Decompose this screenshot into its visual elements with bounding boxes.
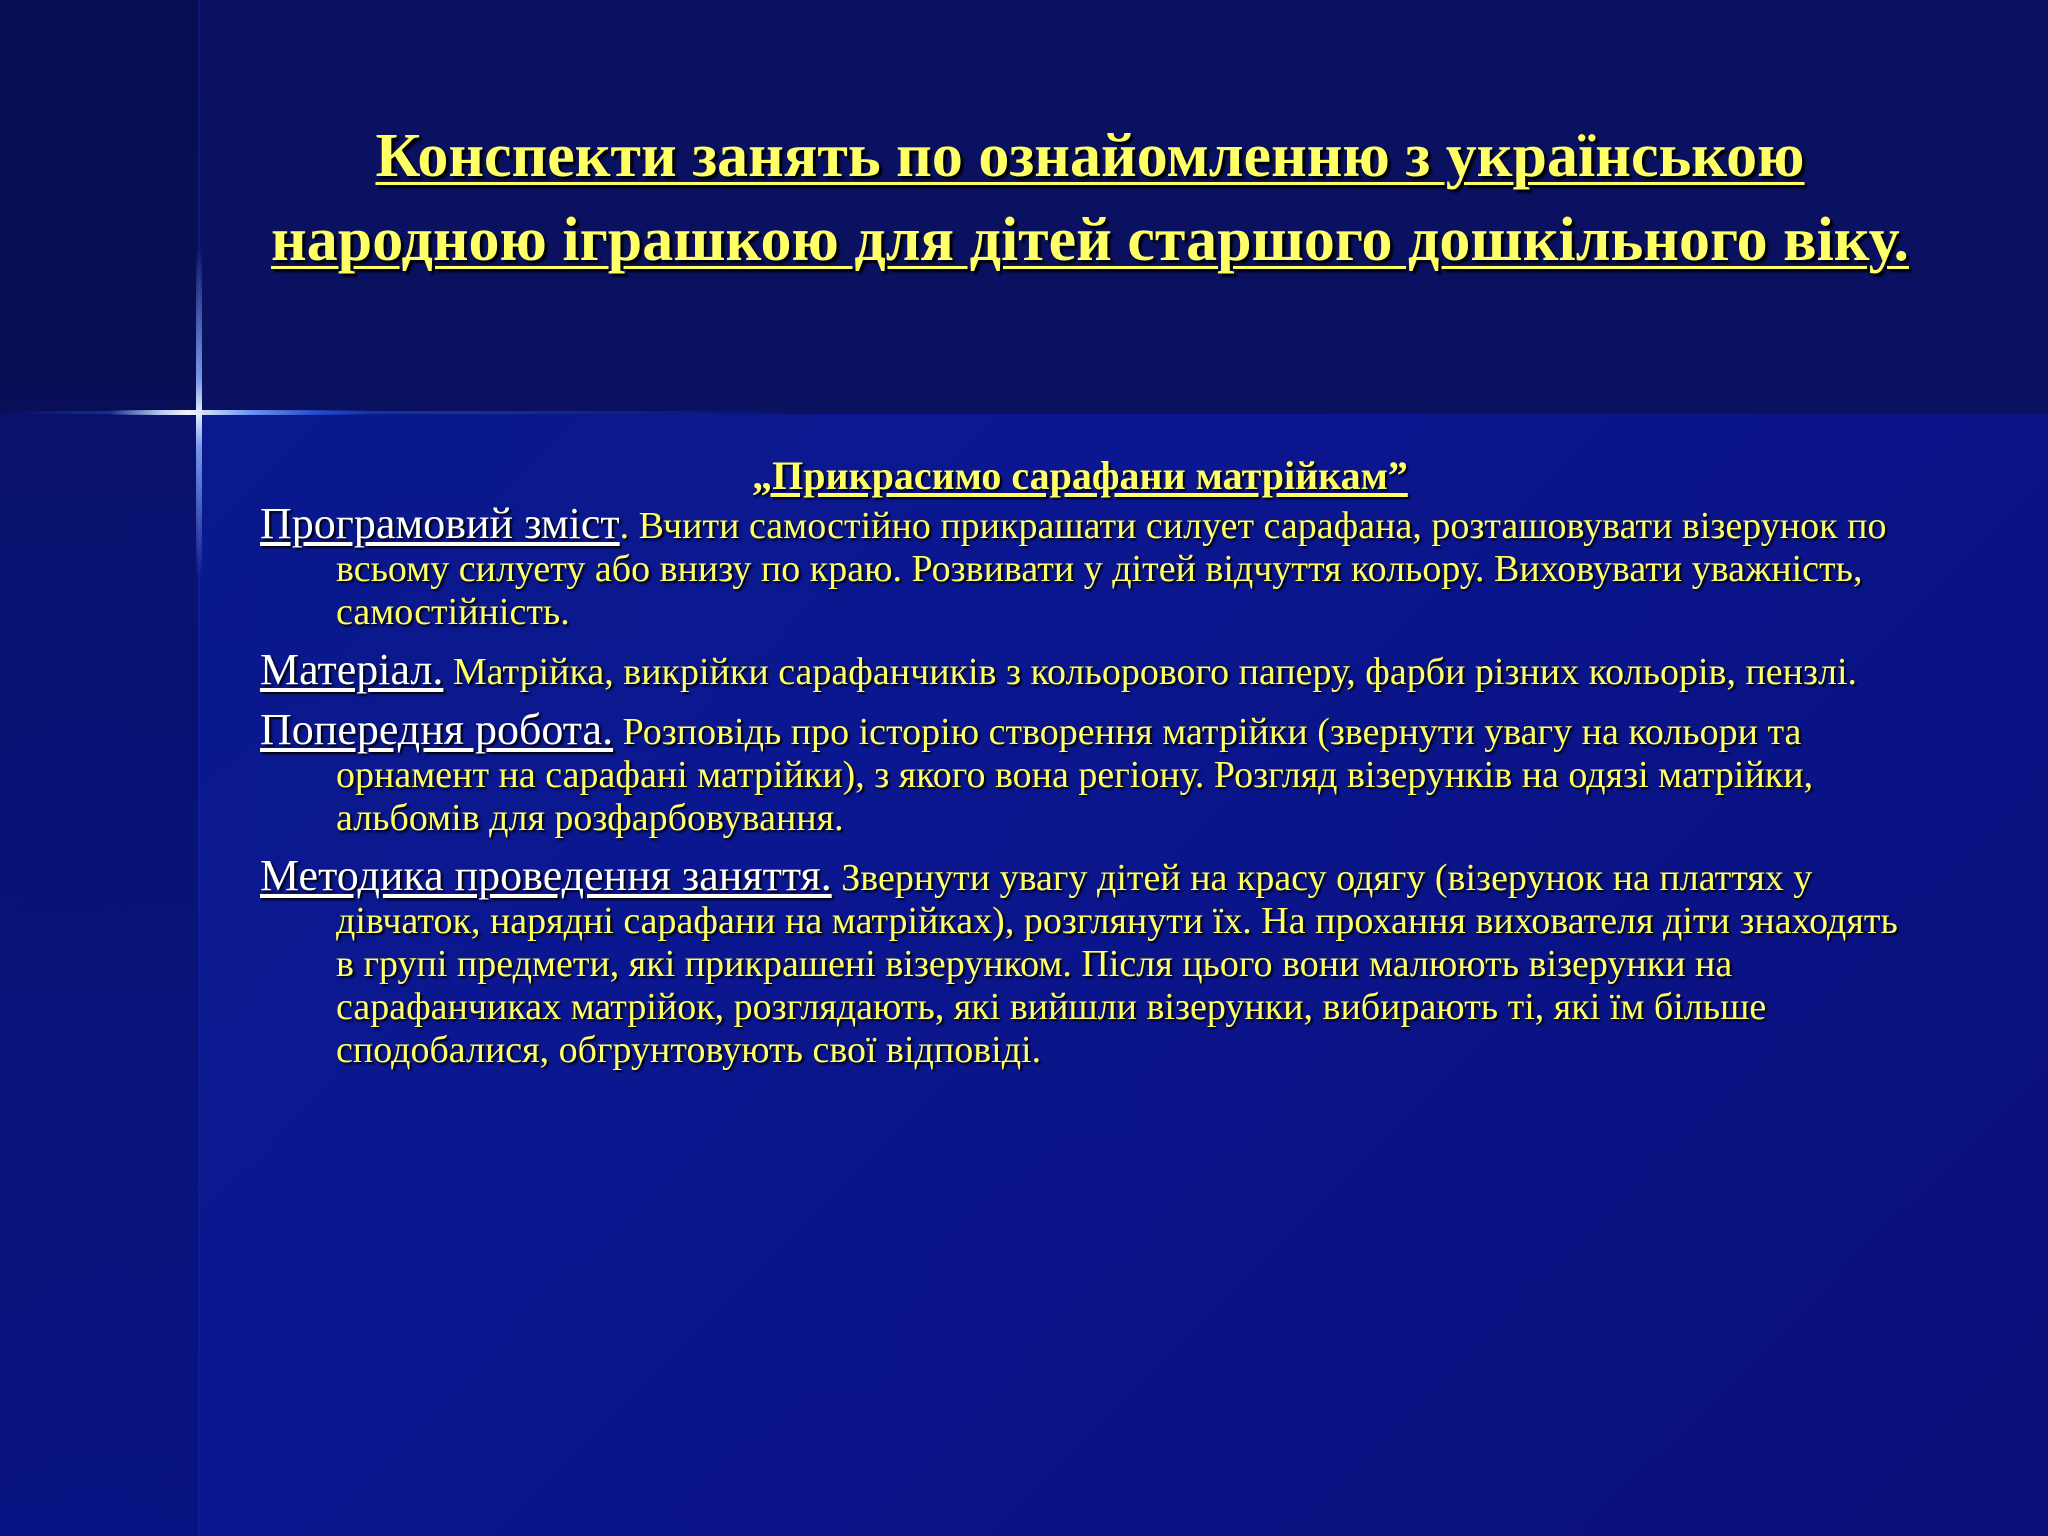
left-strip-edge (198, 0, 200, 1536)
slide-title: Конспекти занять по ознайомленню з українською народною іграшкою для дітей старшого дошкільного віку. (271, 122, 1909, 274)
lesson-subtitle: „Прикрасимо сарафани матрійкам” (752, 453, 1408, 498)
section-separator (443, 651, 453, 693)
section-label: Методика проведення заняття. (260, 851, 832, 900)
section-text: Звернути увагу дітей на красу одягу (візерунок на платтях у дівчаток, нарядні сарафани на матрійках), розглянути їх. На прохання вихователя діти знаходять в групі предмети, які прикрашені візерунком. Після цього вони малюють візерунки на сарафанчиках матрійок, розглядають, які вийшли візерунки, вибирають ті, які їм більше сподобалися, обгрунтовують свої відповіді. (336, 857, 1898, 1071)
section-preliminary-work (260, 705, 1900, 840)
section-separator (832, 857, 842, 899)
section-program-content (260, 499, 1900, 634)
light-cross-horizontal (110, 410, 370, 415)
section-separator (613, 711, 623, 753)
section-text: Матрійка, викрійки сарафанчиків з кольорового паперу, фарби різних кольорів, пензлі. (452, 651, 1858, 693)
section-text: Розповідь про історію створення матрійки (звернути увагу на кольори та орнамент на сарафані матрійки), з якого вона регіону. Розгляд візерунків на одязі матрійки, альбомів для розфарбовування. (336, 711, 1814, 839)
section-label: Матеріал. (260, 645, 444, 694)
section-methodology (260, 851, 1900, 1072)
slide-body (260, 450, 1900, 1086)
section-label: Попередня робота. (260, 705, 614, 754)
section-separator: . (619, 505, 639, 547)
section-label: Програмовий зміст (260, 499, 620, 548)
left-decorative-strip (0, 0, 198, 1536)
section-text: Вчити самостійно прикрашати силует сарафана, розташовувати візерунок по всьому силуету або внизу по краю. Розвивати у дітей відчуття кольору. Виховувати уважність, самостійність. (336, 505, 1887, 633)
section-materials (260, 645, 1900, 694)
